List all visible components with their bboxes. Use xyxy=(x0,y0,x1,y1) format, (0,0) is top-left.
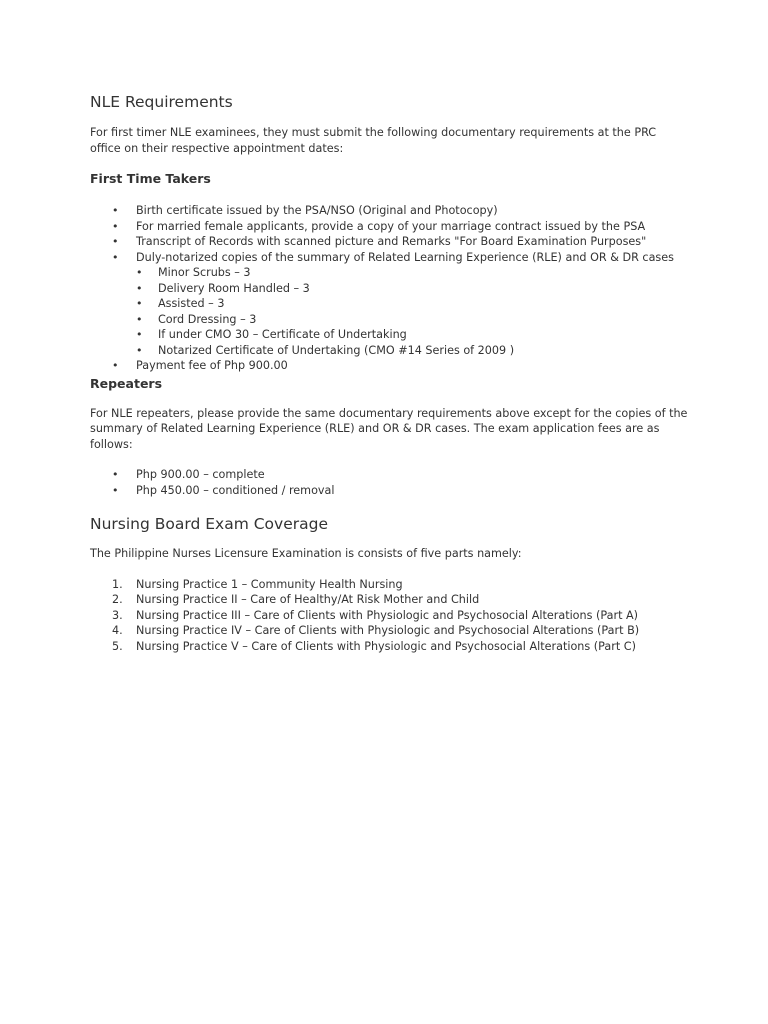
sub-list-item: • Cord Dressing – 3 xyxy=(136,312,257,326)
coverage-intro-paragraph: The Philippine Nurses Licensure Examination is consists of five parts namely: xyxy=(90,547,522,560)
list-item: • For married female applicants, provide a copy of your marriage contract issued by the PSA xyxy=(112,219,646,233)
list-item: 4. Nursing Practice IV – Care of Clients with Physiologic and Psychosocial Alterations (Part B) xyxy=(112,624,640,637)
sub-list-item: • Delivery Room Handled – 3 xyxy=(136,281,310,295)
first-time-requirements-list xyxy=(90,203,690,374)
list-item: 2. Nursing Practice II – Care of Healthy/At Risk Mother and Child xyxy=(112,593,480,606)
list-item: 5. Nursing Practice V – Care of Clients with Physiologic and Psychosocial Alterations (Part C) xyxy=(112,639,636,653)
list-item: • Duly-notarized copies of the summary of Related Learning Experience (RLE) and OR & DR cases • Minor Scrubs – 3 • Delivery Room Handled – 3 • Assisted – 3 • Cord Dressing – 3 • If under CMO 30 – Certificate of Undertaking • Notarized Certificate of Undertaking (CMO #14 Series of 2009 ) xyxy=(90,250,690,359)
rle-cases-sublist xyxy=(136,265,690,358)
bullet-icon: • xyxy=(136,343,143,357)
list-item: • Php 450.00 – conditioned / removal xyxy=(112,483,335,497)
document-page xyxy=(90,92,690,654)
list-item: • Birth certificate issued by the PSA/NSO (Original and Photocopy) xyxy=(112,204,498,217)
exam-coverage-title: Nursing Board Exam Coverage xyxy=(90,515,328,533)
bullet-icon: • xyxy=(136,312,143,326)
repeaters-heading: Repeaters xyxy=(90,375,163,391)
bullet-icon: • xyxy=(112,235,119,248)
bullet-icon: • xyxy=(136,328,143,341)
repeater-fees-list xyxy=(90,467,690,498)
bullet-icon: • xyxy=(112,468,119,481)
bullet-icon: • xyxy=(112,359,119,372)
bullet-icon: • xyxy=(136,297,143,310)
list-item: • Php 900.00 – complete xyxy=(112,468,265,481)
bullet-icon: • xyxy=(112,250,119,264)
list-item: 3. Nursing Practice III – Care of Clients with Physiologic and Psychosocial Alterations (Part A) xyxy=(112,608,639,622)
list-item: 1. Nursing Practice 1 – Community Health Nursing xyxy=(112,577,403,591)
bullet-icon: • xyxy=(136,266,143,279)
bullet-icon: • xyxy=(136,281,143,295)
bullet-icon: • xyxy=(112,483,119,497)
first-time-takers-heading: First Time Takers xyxy=(90,171,211,186)
sub-list-item: • Assisted – 3 xyxy=(136,297,225,310)
sub-list-item: • Notarized Certificate of Undertaking (CMO #14 Series of 2009 ) xyxy=(136,343,515,357)
sub-list-item: • Minor Scrubs – 3 xyxy=(136,266,251,279)
sub-list-item: • If under CMO 30 – Certificate of Undertaking xyxy=(136,328,407,341)
bullet-icon: • xyxy=(112,204,119,217)
list-item: • Payment fee of Php 900.00 xyxy=(112,359,288,372)
list-item: • Transcript of Records with scanned picture and Remarks "For Board Examination Purposes" xyxy=(112,235,647,248)
repeaters-paragraph: For NLE repeaters, please provide the same documentary requirements above except for the copies of the summary of Related Learning Experience (RLE) and OR & DR cases. The exam application fees are as follows: xyxy=(90,406,688,451)
bullet-icon: • xyxy=(112,219,119,233)
nle-requirements-title: NLE Requirements xyxy=(90,93,233,111)
nle-intro-paragraph: For first timer NLE examinees, they must submit the following documentary requirements at the PRC office on their respective appointment dates: xyxy=(90,126,657,155)
exam-parts-list xyxy=(90,577,690,655)
